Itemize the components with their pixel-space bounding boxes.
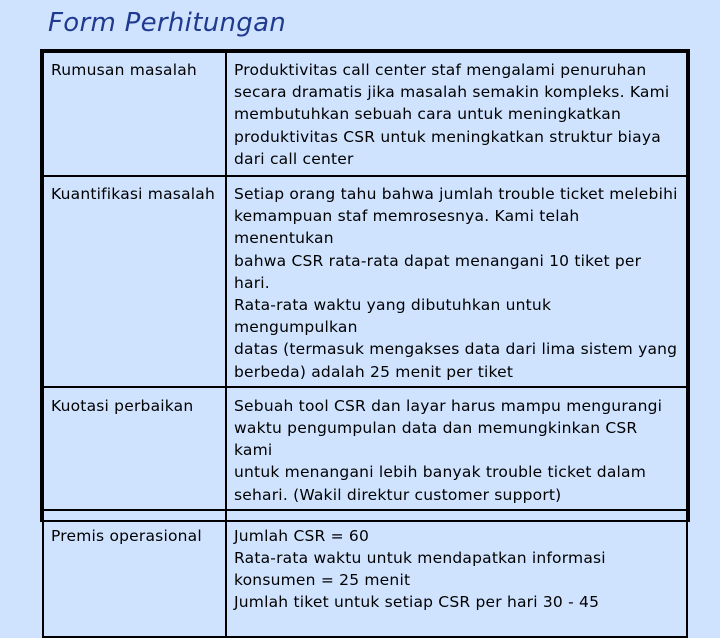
text-line: waktu pengumpulan data dan memungkinkan CSR kami xyxy=(234,419,638,460)
table-row xyxy=(43,387,687,510)
text-line: Sebuah tool CSR dan layar harus mampu mengurangi xyxy=(234,396,663,415)
text-line: bahwa CSR rata-rata dapat menangani 10 tiket per hari. xyxy=(234,251,642,292)
row-label: Premis operasional xyxy=(43,510,226,637)
table-row xyxy=(43,510,687,637)
calculation-form-table xyxy=(40,49,690,612)
text-line: berbeda) adalah 25 menit per tiket xyxy=(234,362,514,381)
text-line: datas (termasuk mengakses data dari lima sistem yang xyxy=(234,340,678,359)
text-line: dari call center xyxy=(234,149,354,168)
text-line: Setiap orang tahu bahwa jumlah trouble ticket melebihi xyxy=(234,185,678,203)
table-row xyxy=(43,176,687,387)
premise-item: konsumen = 25 menit xyxy=(234,571,411,590)
text-line: secara dramatis jika masalah semakin kompleks. Kami xyxy=(234,83,670,102)
row-content xyxy=(226,52,687,176)
row-content xyxy=(226,176,687,387)
text-line: sehari. (Wakil direktur customer support) xyxy=(234,485,562,504)
text-line: Produktivitas call center staf mengalami penuruhan xyxy=(234,61,647,79)
premise-item: Jumlah tiket untuk setiap CSR per hari 30 - 45 xyxy=(234,593,600,612)
premise-item: Jumlah CSR = 60 xyxy=(234,526,370,545)
row-content xyxy=(226,387,687,510)
text-line: untuk menangani lebih banyak trouble ticket dalam xyxy=(234,463,647,482)
text-line: Rata-rata waktu yang dibutuhkan untuk mengumpulkan xyxy=(234,296,552,337)
page-title: Form Perhitungan xyxy=(48,8,287,38)
row-label: Kuantifikasi masalah xyxy=(43,176,226,387)
text-line: produktivitas CSR untuk meningkatkan struktur biaya xyxy=(234,127,661,146)
row-label: Rumusan masalah xyxy=(43,52,226,176)
table-row xyxy=(43,52,687,176)
row-label: Kuotasi perbaikan xyxy=(43,387,226,510)
text-line: kemampuan staf memrosesnya. Kami telah menentukan xyxy=(234,207,580,248)
row-content xyxy=(226,510,687,637)
premise-item: Rata-rata waktu untuk mendapatkan informasi xyxy=(234,549,606,568)
text-line: membutuhkan sebuah cara untuk meningkatkan xyxy=(234,105,621,124)
